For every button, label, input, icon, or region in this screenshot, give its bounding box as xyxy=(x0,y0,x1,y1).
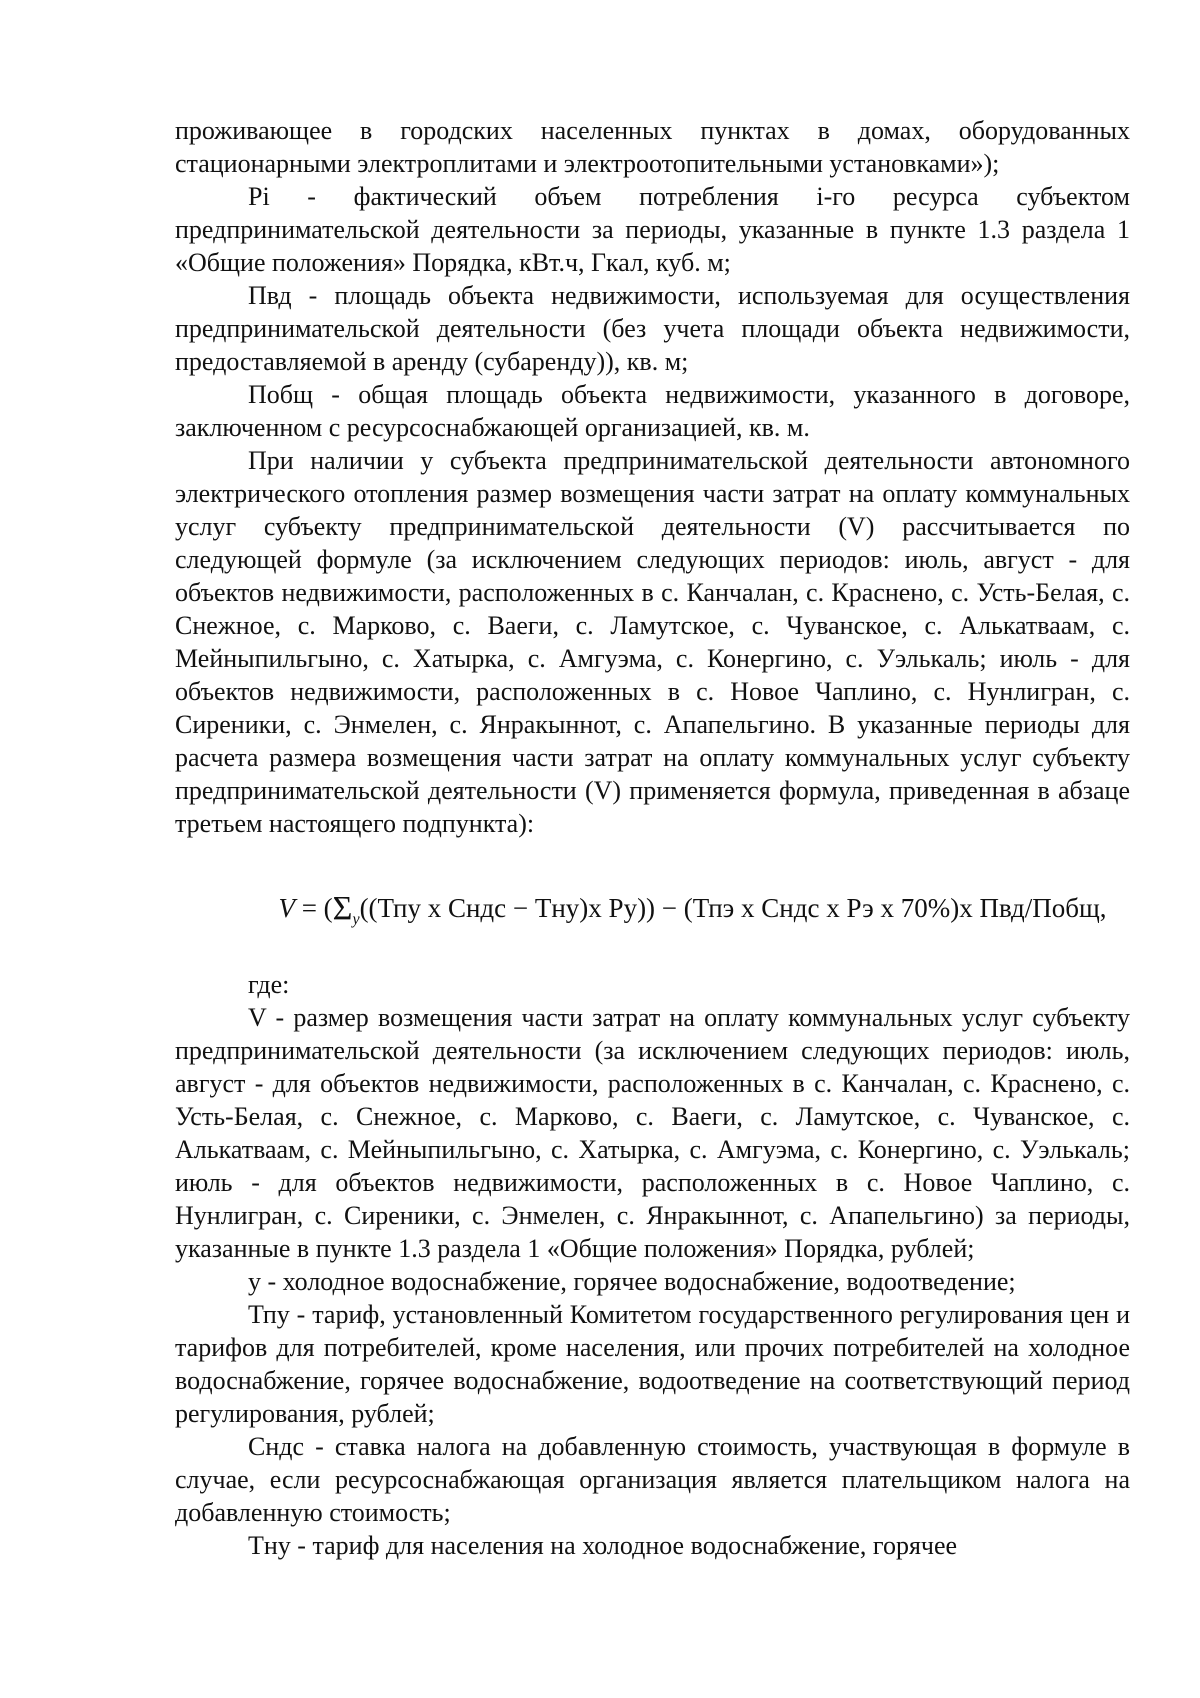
paragraph-pi-definition: Pi - фактический объем потребления i-го ресурса субъектом предпринимательской деятельности за периоды, указанные в пункте 1.3 раздела 1 «Общие положения» Порядка, кВт.ч, Гкал, куб. м; xyxy=(175,182,1130,277)
formula-sum-symbol: Σ xyxy=(332,890,353,927)
compensation-formula xyxy=(278,892,1106,936)
formula-expression: ((Тпу х Сндс − Тну)х Ру)) − (Тпэ х Сндс х Рэ х 70%)х Пвд/Побщ, xyxy=(359,893,1107,923)
paragraph-y-definition: y - холодное водоснабжение, горячее водоснабжение, водоотведение; xyxy=(248,1267,1016,1296)
formula-block xyxy=(175,840,1130,968)
paragraph-where: где: xyxy=(248,970,290,999)
paragraph-tpu-definition: Тпу - тариф, установленный Комитетом государственного регулирования цен и тарифов для потребителей, кроме населения, или прочих потребителей на холодное водоснабжение, горячее водоснабжение, водоотведение на соответствующий период регулирования, рублей; xyxy=(175,1300,1130,1428)
formula-lhs: V xyxy=(278,893,295,923)
paragraph-autonomous-heating-rule: При наличии у субъекта предпринимательской деятельности автономного электрического отопления размер возмещения части затрат на оплату коммунальных услуг субъекту предпринимательской деятельности (V) рассчитывается по следующей формуле (за исключением следующих периодов: июль, август - для объектов недвижимости, расположенных в с. Канчалан, с. Краснено, с. Усть-Белая, с. Снежное, с. Марково, с. Ваеги, с. Ламутское, с. Чуванское, с. Алькатваам, с. Мейныпильгыно, с. Хатырка, с. Амгуэма, с. Конергино, с. Уэлькаль; июль - для объектов недвижимости, расположенных в с. Новое Чаплино, с. Нунлигран, с. Сиреники, с. Энмелен, с. Янракыннот, с. Апапельгино. В указанные периоды для расчета размера возмещения части затрат на оплату коммунальных услуг субъекту предпринимательской деятельности (V) применяется формула, приведенная в абзаце третьем настоящего подпункта): xyxy=(175,446,1130,838)
paragraph-tnu-definition: Тну - тариф для населения на холодное водоснабжение, горячее xyxy=(248,1531,958,1560)
paragraph-pobshch-definition: Побщ - общая площадь объекта недвижимости, указанного в договоре, заключенном с ресурсоснабжающей организацией, кв. м. xyxy=(175,380,1130,442)
paragraph-continuation: проживающее в городских населенных пунктах в домах, оборудованных стационарными электроплитами и электроотопительными установками»); xyxy=(175,116,1130,178)
paragraph-snds-definition: Сндс - ставка налога на добавленную стоимость, участвующая в формуле в случае, если ресурсоснабжающая организация является плательщиком налога на добавленную стоимость; xyxy=(175,1432,1130,1527)
paragraph-pvd-definition: Пвд - площадь объекта недвижимости, используемая для осуществления предпринимательской деятельности (без учета площади объекта недвижимости, предоставляемой в аренду (субаренду)), кв. м; xyxy=(175,281,1130,376)
paragraph-v-definition: V - размер возмещения части затрат на оплату коммунальных услуг субъекту предпринимательской деятельности (за исключением следующих периодов: июль, август - для объектов недвижимости, расположенных в с. Канчалан, с. Краснено, с. Усть-Белая, с. Снежное, с. Марково, с. Ваеги, с. Ламутское, с. Чуванское, с. Алькатваам, с. Мейныпильгыно, с. Хатырка, с. Амгуэма, с. Конергино, с. Уэлькаль; июль - для объектов недвижимости, расположенных в с. Новое Чаплино, с. Нунлигран, с. Сиреники, с. Энмелен, с. Янракыннот, с. Апапельгино) за периоды, указанные в пункте 1.3 раздела 1 «Общие положения» Порядка, рублей; xyxy=(175,1003,1130,1263)
formula-sum-index: y xyxy=(352,911,360,928)
document-body xyxy=(175,114,1130,1562)
formula-equals: = ( xyxy=(294,893,333,923)
